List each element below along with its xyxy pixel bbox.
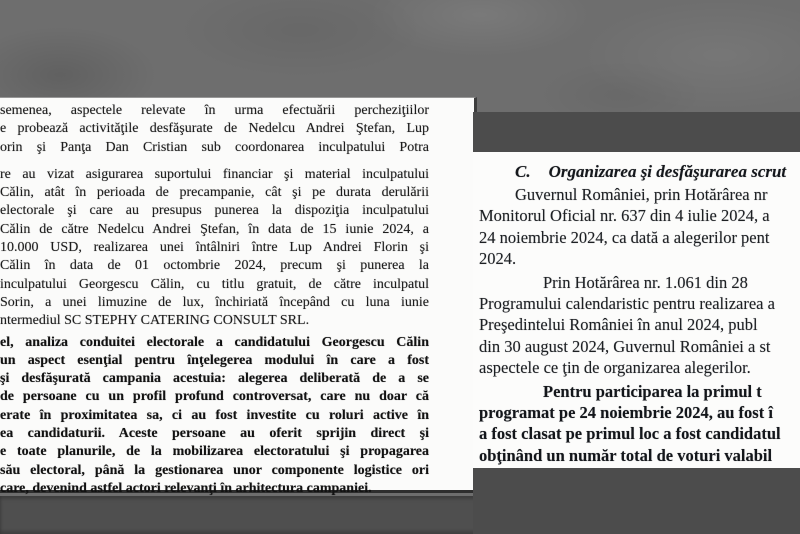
document-line: Pentru participarea la primul t	[543, 381, 762, 401]
document-line: Guvernul României, prin Hotărârea nr	[515, 185, 768, 204]
document-line: 2024.	[479, 249, 517, 269]
left-document-text	[0, 102, 429, 498]
document-line: a fost clasat pe primul loc a fost candidatul	[479, 424, 781, 444]
left-paragraph	[0, 166, 429, 331]
document-line: 24 noiembrie 2024, ca dată a alegerilor pent	[479, 227, 770, 247]
document-line: obţinând un număr total de voturi valabil	[479, 445, 773, 465]
document-line: 10.000 USD, realizarea unei întâlniri între Lup Andrei Florin şi	[0, 240, 429, 256]
document-line: şi desfăşurată campania acestuia: alegerea deliberată de a se	[0, 371, 429, 387]
document-line: ea candidaturii. Aceste persoane au oferit sprijin direct şi	[0, 426, 429, 442]
document-line: Călin în data de 01 octombrie 2024, precum şi punerea la	[0, 258, 429, 274]
section-heading	[479, 161, 800, 183]
document-line: un aspect esenţial pentru înţelegerea modului în care a fost	[0, 352, 429, 368]
right-document-snippet	[473, 112, 800, 534]
document-line: semenea, aspectele relevate în urma efectuării percheziţiilor	[0, 103, 429, 118]
left-paragraph	[0, 334, 429, 499]
document-line: Preşedintelui României în anul 2024, publ	[479, 315, 758, 335]
left-document-page	[0, 97, 477, 496]
section-letter: C.	[515, 162, 531, 181]
document-line: erate în proximitatea sa, ci au fost investite cu roluri active în	[0, 407, 429, 423]
document-line: inculpatului Georgescu Călin, cu titlu gratuit, de către inculpatul	[0, 276, 429, 292]
document-line: Prin Hotărârea nr. 1.061 din 28	[543, 272, 748, 292]
document-line: re au vizat asigurarea suportului financiar şi material inculpatului	[0, 166, 429, 182]
document-line: aspectele ce ţin de organizarea alegerilor.	[479, 358, 751, 378]
document-line: din 30 august 2024, Guvernul României a st	[479, 336, 771, 356]
document-line: electorale şi care au presupus punerea la dispoziţia inculpatului	[0, 203, 429, 219]
document-line: Sorin, a unei limuzine de lux, închiriată începând cu luna iunie	[0, 294, 429, 310]
right-document-page	[473, 152, 800, 468]
document-line: Călin, atât în perioada de precampanie, cât şi pe durata derulării	[0, 185, 429, 201]
document-line: Monitorul Oficial nr. 637 din 4 iulie 2024, a	[479, 206, 770, 226]
right-document-text	[479, 184, 800, 466]
document-line: care, devenind astfel actori relevanţi în arhitectura campaniei.	[0, 480, 372, 496]
document-line: ntermediul SC STEPHY CATERING CONSULT SRL.	[0, 313, 310, 329]
right-paragraph	[479, 272, 800, 379]
document-line: de persoane cu un profil profund controversat, care nu doar că	[0, 389, 429, 405]
document-line: său electoral, până la gestionarea unor componente logistice ori	[0, 462, 429, 478]
document-line: orin şi Panţa Dan Cristian sub coordonarea inculpatului Potra	[0, 139, 429, 155]
document-line: Programului calendaristic pentru realizarea a	[479, 294, 775, 314]
document-line: e toate planurile, de la mobilizarea electoratului şi propagarea	[0, 444, 429, 460]
right-paragraph	[479, 184, 800, 270]
left-paragraph	[0, 102, 429, 157]
document-line: el, analiza conduitei electorale a candidatului Georgescu Călin	[0, 334, 429, 350]
right-paragraph	[479, 381, 800, 467]
document-line: programat pe 24 noiembrie 2024, au fost î	[479, 403, 773, 423]
document-line: e probează activităţile desfăşurate de Nedelcu Andrei Ştefan, Lup	[0, 121, 429, 137]
section-title: Organizarea şi desfăşurarea scrut	[548, 162, 787, 181]
document-line: Călin de către Nedelcu Andrei Ştefan, în data de 15 iunie 2024, a	[0, 221, 429, 237]
